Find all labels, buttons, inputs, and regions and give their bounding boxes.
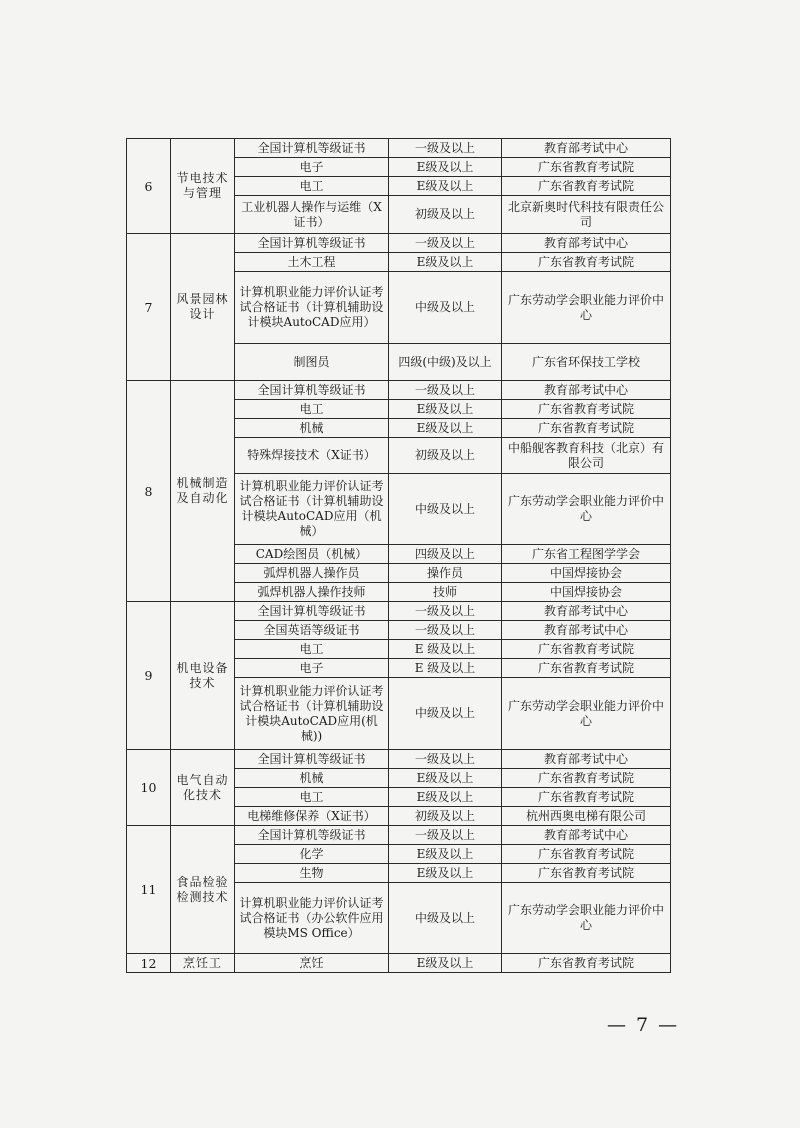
issuing-org-cell: 广东劳动学会职业能力评价中心 bbox=[502, 474, 671, 545]
seq-number-cell: 6 bbox=[127, 139, 171, 234]
issuing-org-cell: 北京新奥时代科技有限责任公司 bbox=[502, 196, 671, 234]
level-cell: E级及以上 bbox=[389, 864, 502, 883]
seq-number-cell: 8 bbox=[127, 381, 171, 602]
issuing-org-cell: 中国焊接协会 bbox=[502, 564, 671, 583]
certificate-name-cell: CAD绘图员（机械） bbox=[235, 545, 389, 564]
issuing-org-cell: 广东省教育考试院 bbox=[502, 158, 671, 177]
certificate-name-cell: 机械 bbox=[235, 419, 389, 438]
issuing-org-cell: 教育部考试中心 bbox=[502, 621, 671, 640]
issuing-org-cell: 广东省教育考试院 bbox=[502, 769, 671, 788]
level-cell: E级及以上 bbox=[389, 954, 502, 973]
major-name-cell: 机械制造及自动化 bbox=[171, 381, 235, 602]
certificate-name-cell: 烹饪 bbox=[235, 954, 389, 973]
level-cell: E 级及以上 bbox=[389, 659, 502, 678]
level-cell: 四级及以上 bbox=[389, 545, 502, 564]
major-name-cell: 风景园林设计 bbox=[171, 234, 235, 381]
certificate-name-cell: 电梯维修保养（X证书） bbox=[235, 807, 389, 826]
level-cell: 一级及以上 bbox=[389, 381, 502, 400]
seq-number-cell: 9 bbox=[127, 602, 171, 750]
level-cell: 一级及以上 bbox=[389, 621, 502, 640]
level-cell: 技师 bbox=[389, 583, 502, 602]
issuing-org-cell: 广东省环保技工学校 bbox=[502, 344, 671, 381]
certificate-name-cell: 计算机职业能力评价认证考试合格证书（计算机辅助设计模块AutoCAD应用（机械） bbox=[235, 474, 389, 545]
level-cell: 中级及以上 bbox=[389, 474, 502, 545]
level-cell: E级及以上 bbox=[389, 769, 502, 788]
issuing-org-cell: 教育部考试中心 bbox=[502, 234, 671, 253]
issuing-org-cell: 广东省教育考试院 bbox=[502, 659, 671, 678]
issuing-org-cell: 广东省教育考试院 bbox=[502, 419, 671, 438]
seq-number-cell: 12 bbox=[127, 954, 171, 973]
certificate-name-cell: 计算机职业能力评价认证考试合格证书（办公软件应用模块MS Office） bbox=[235, 883, 389, 954]
issuing-org-cell: 广东省教育考试院 bbox=[502, 788, 671, 807]
issuing-org-cell: 广东省工程图学学会 bbox=[502, 545, 671, 564]
major-name-cell: 食品检验检测技术 bbox=[171, 826, 235, 954]
certificate-name-cell: 弧焊机器人操作技师 bbox=[235, 583, 389, 602]
certificate-name-cell: 土木工程 bbox=[235, 253, 389, 272]
level-cell: 一级及以上 bbox=[389, 234, 502, 253]
certificate-name-cell: 生物 bbox=[235, 864, 389, 883]
table-row bbox=[127, 139, 671, 158]
issuing-org-cell: 广东劳动学会职业能力评价中心 bbox=[502, 883, 671, 954]
level-cell: 一级及以上 bbox=[389, 750, 502, 769]
certificate-name-cell: 全国计算机等级证书 bbox=[235, 826, 389, 845]
level-cell: 初级及以上 bbox=[389, 196, 502, 234]
issuing-org-cell: 中船舰客教育科技（北京）有限公司 bbox=[502, 438, 671, 474]
certificate-name-cell: 电工 bbox=[235, 177, 389, 196]
issuing-org-cell: 广东劳动学会职业能力评价中心 bbox=[502, 272, 671, 344]
certificate-name-cell: 电工 bbox=[235, 788, 389, 807]
certificate-name-cell: 全国计算机等级证书 bbox=[235, 602, 389, 621]
certificate-name-cell: 电子 bbox=[235, 659, 389, 678]
issuing-org-cell: 中国焊接协会 bbox=[502, 583, 671, 602]
issuing-org-cell: 杭州西奥电梯有限公司 bbox=[502, 807, 671, 826]
issuing-org-cell: 广东省教育考试院 bbox=[502, 864, 671, 883]
page-number: — 7 — bbox=[607, 1014, 680, 1036]
table-row bbox=[127, 234, 671, 253]
certificate-name-cell: 电工 bbox=[235, 400, 389, 419]
certificate-name-cell: 工业机器人操作与运维（X证书） bbox=[235, 196, 389, 234]
issuing-org-cell: 广东省教育考试院 bbox=[502, 640, 671, 659]
major-name-cell: 机电设备技术 bbox=[171, 602, 235, 750]
seq-number-cell: 7 bbox=[127, 234, 171, 381]
table-row bbox=[127, 602, 671, 621]
certificate-name-cell: 弧焊机器人操作员 bbox=[235, 564, 389, 583]
issuing-org-cell: 广东省教育考试院 bbox=[502, 400, 671, 419]
major-name-cell: 电气自动化技术 bbox=[171, 750, 235, 826]
certificate-name-cell: 计算机职业能力评价认证考试合格证书（计算机辅助设计模块AutoCAD应用） bbox=[235, 272, 389, 344]
certificate-name-cell: 全国计算机等级证书 bbox=[235, 139, 389, 158]
major-name-cell: 烹饪工 bbox=[171, 954, 235, 973]
issuing-org-cell: 广东省教育考试院 bbox=[502, 845, 671, 864]
table-row bbox=[127, 750, 671, 769]
certificate-name-cell: 全国计算机等级证书 bbox=[235, 381, 389, 400]
table-row bbox=[127, 381, 671, 400]
level-cell: 初级及以上 bbox=[389, 807, 502, 826]
certificate-name-cell: 全国英语等级证书 bbox=[235, 621, 389, 640]
level-cell: 操作员 bbox=[389, 564, 502, 583]
table-row bbox=[127, 954, 671, 973]
certificate-name-cell: 化学 bbox=[235, 845, 389, 864]
issuing-org-cell: 教育部考试中心 bbox=[502, 750, 671, 769]
certificate-table bbox=[126, 138, 671, 973]
certificate-name-cell: 计算机职业能力评价认证考试合格证书（计算机辅助设计模块AutoCAD应用(机械)) bbox=[235, 678, 389, 750]
seq-number-cell: 10 bbox=[127, 750, 171, 826]
issuing-org-cell: 广东省教育考试院 bbox=[502, 253, 671, 272]
level-cell: 一级及以上 bbox=[389, 602, 502, 621]
certificate-name-cell: 全国计算机等级证书 bbox=[235, 750, 389, 769]
table-row bbox=[127, 826, 671, 845]
issuing-org-cell: 广东省教育考试院 bbox=[502, 954, 671, 973]
level-cell: E 级及以上 bbox=[389, 640, 502, 659]
level-cell: E级及以上 bbox=[389, 177, 502, 196]
certificate-table-body bbox=[127, 139, 671, 973]
seq-number-cell: 11 bbox=[127, 826, 171, 954]
level-cell: 初级及以上 bbox=[389, 438, 502, 474]
level-cell: 中级及以上 bbox=[389, 883, 502, 954]
issuing-org-cell: 教育部考试中心 bbox=[502, 381, 671, 400]
certificate-name-cell: 全国计算机等级证书 bbox=[235, 234, 389, 253]
level-cell: E级及以上 bbox=[389, 845, 502, 864]
certificate-name-cell: 机械 bbox=[235, 769, 389, 788]
issuing-org-cell: 广东劳动学会职业能力评价中心 bbox=[502, 678, 671, 750]
level-cell: E级及以上 bbox=[389, 400, 502, 419]
level-cell: 中级及以上 bbox=[389, 678, 502, 750]
level-cell: E级及以上 bbox=[389, 419, 502, 438]
level-cell: 一级及以上 bbox=[389, 139, 502, 158]
level-cell: E级及以上 bbox=[389, 788, 502, 807]
issuing-org-cell: 教育部考试中心 bbox=[502, 602, 671, 621]
level-cell: 一级及以上 bbox=[389, 826, 502, 845]
certificate-name-cell: 特殊焊接技术（X证书） bbox=[235, 438, 389, 474]
level-cell: E级及以上 bbox=[389, 158, 502, 177]
level-cell: 中级及以上 bbox=[389, 272, 502, 344]
level-cell: 四级(中级)及以上 bbox=[389, 344, 502, 381]
issuing-org-cell: 教育部考试中心 bbox=[502, 139, 671, 158]
certificate-name-cell: 电工 bbox=[235, 640, 389, 659]
certificate-name-cell: 制图员 bbox=[235, 344, 389, 381]
certificate-name-cell: 电子 bbox=[235, 158, 389, 177]
issuing-org-cell: 教育部考试中心 bbox=[502, 826, 671, 845]
level-cell: E级及以上 bbox=[389, 253, 502, 272]
major-name-cell: 节电技术与管理 bbox=[171, 139, 235, 234]
issuing-org-cell: 广东省教育考试院 bbox=[502, 177, 671, 196]
